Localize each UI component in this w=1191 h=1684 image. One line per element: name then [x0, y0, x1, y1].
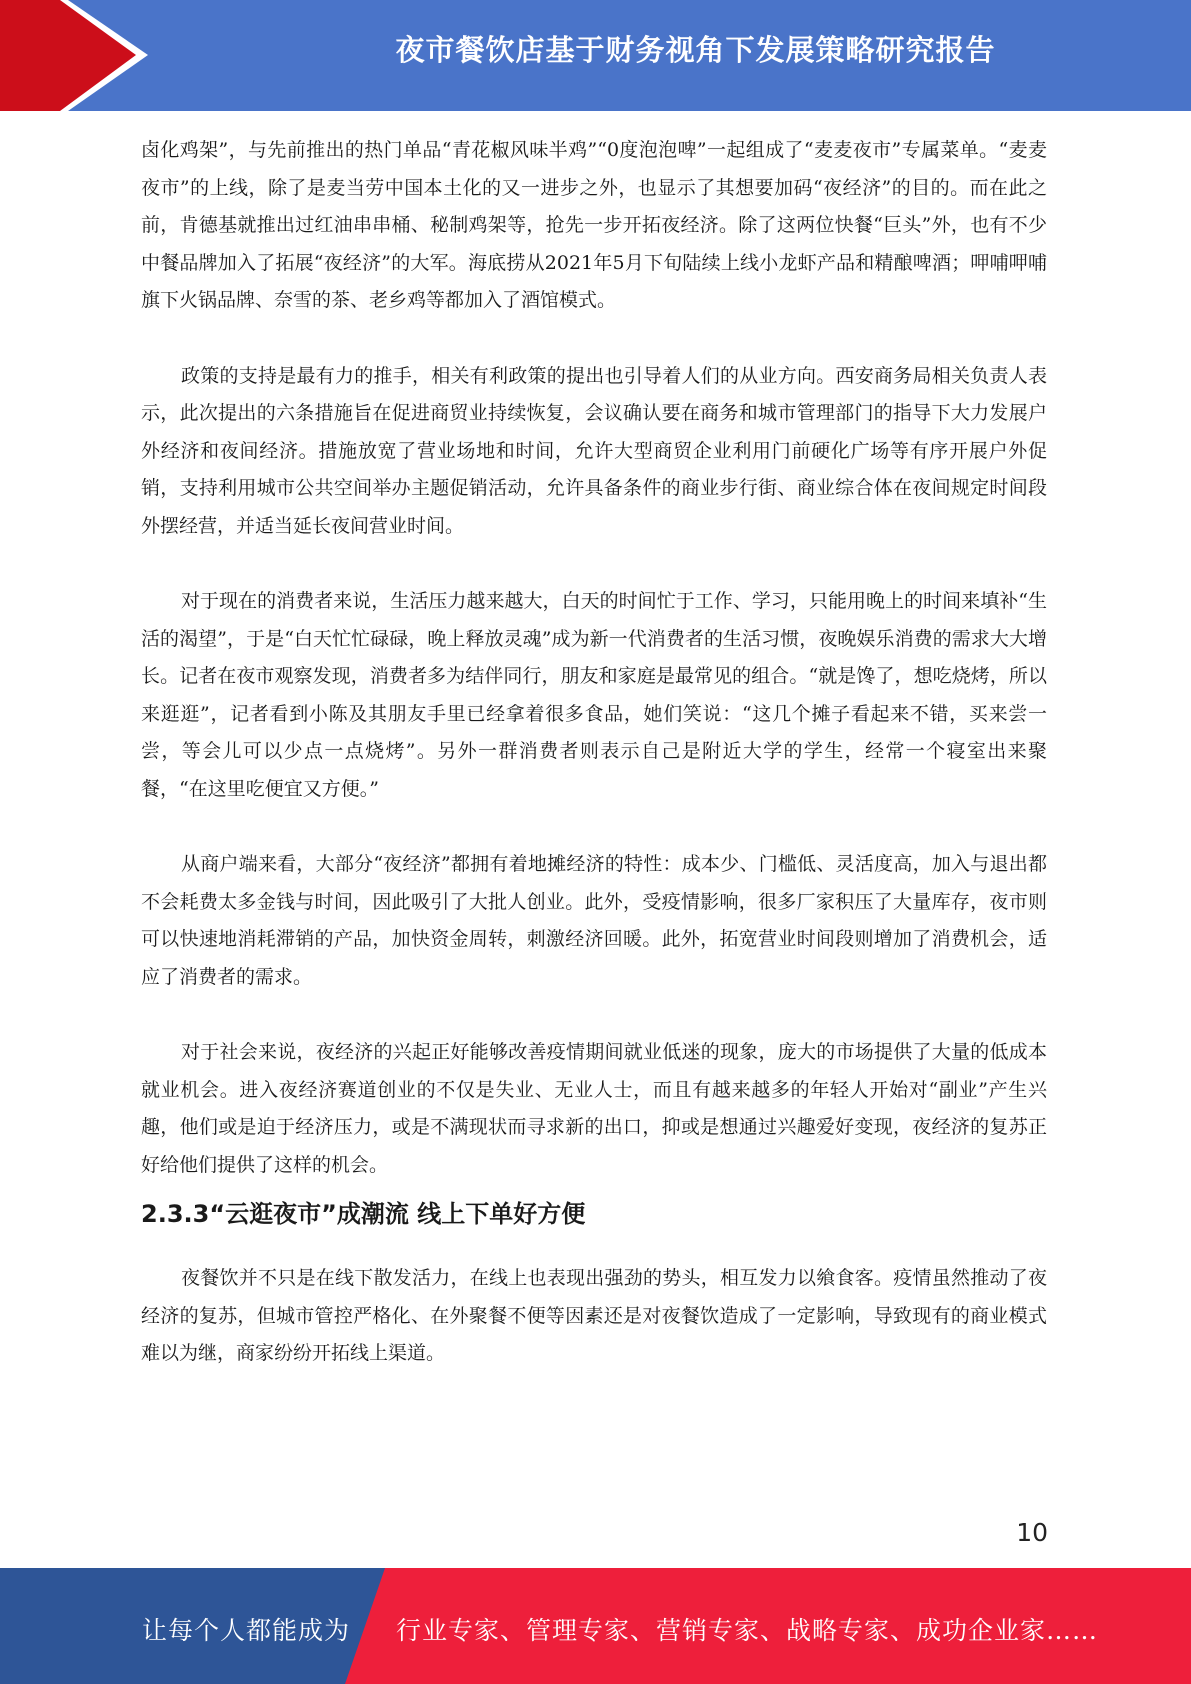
footer-slogan-left: 让每个人都能成为 [142, 1616, 351, 1645]
report-title: 夜市餐饮店基于财务视角下发展策略研究报告 [395, 33, 996, 67]
body-paragraph-1: 卤化鸡架”，与先前推出的热门单品“青花椒风味半鸡”“0度泡泡啤”一起组成了“麦麦夜市”专属菜单。“麦麦夜市”的上线，除了是麦当劳中国本土化的又一进步之外，也显示了其想要加码“夜经济”的目的。而在此之前，肯德基就推出过红油串串桶、秘制鸡架等，抢先一步开拓夜经济。除了这两位快餐“巨头”外，也有不少中餐品牌加入了拓展“夜经济”的大军。海底捞从2021年5月下旬陆续上线小龙虾产品和精酿啤酒；呷哺呷哺旗下火锅品牌、奈雪的茶、老乡鸡等都加入了酒馆模式。 [141, 139, 1047, 311]
page-number: 10 [1016, 1518, 1048, 1547]
document-body [141, 130, 1047, 1373]
body-paragraph-5: 对于社会来说，夜经济的兴起正好能够改善疫情期间就业低迷的现象，庞大的市场提供了大量的低成本就业机会。进入夜经济赛道创业的不仅是失业、无业人士，而且有越来越多的年轻人开始对“副业”产生兴趣，他们或是迫于经济压力，或是不满现状而寻求新的出口，抑或是想通过兴趣爱好变现，夜经济的复苏正好给他们提供了这样的机会。 [141, 1041, 1047, 1176]
page-footer-band [0, 1568, 1191, 1684]
body-paragraph-2: 政策的支持是最有力的推手，相关有利政策的提出也引导着人们的从业方向。西安商务局相关负责人表示，此次提出的六条措施旨在促进商贸业持续恢复，会议确认要在商务和城市管理部门的指导下大力发展户外经济和夜间经济。措施放宽了营业场地和时间，允许大型商贸企业利用门前硬化广场等有序开展户外促销，支持利用城市公共空间举办主题促销活动，允许具备条件的商业步行街、商业综合体在夜间规定时间段外摆经营，并适当延长夜间营业时间。 [141, 364, 1047, 537]
red-chevron-decoration [0, 0, 150, 111]
page-header-band [0, 0, 1191, 111]
body-paragraph-4: 从商户端来看，大部分“夜经济”都拥有着地摊经济的特性：成本少、门槛低、灵活度高，加入与退出都不会耗费太多金钱与时间，因此吸引了大批人创业。此外，受疫情影响，很多厂家积压了大量库存，夜市则可以快速地消耗滞销的产品，加快资金周转，刺激经济回暖。此外，拓宽营业时间段则增加了消费机会，适应了消费者的需求。 [141, 853, 1047, 988]
footer-slogan-right: 行业专家、管理专家、营销专家、战略专家、成功企业家…… [396, 1616, 1099, 1645]
section-heading-2-3-3: 2.3.3“云逛夜市”成潮流 线上下单好方便 [141, 1200, 586, 1228]
body-paragraph-3: 对于现在的消费者来说，生活压力越来越大，白天的时间忙于工作、学习，只能用晚上的时间来填补“生活的渴望”，于是“白天忙忙碌碌，晚上释放灵魂”成为新一代消费者的生活习惯，夜晚娱乐消费的需求大大增长。记者在夜市观察发现，消费者多为结伴同行，朋友和家庭是最常见的组合。“就是馋了，想吃烧烤，所以来逛逛”，记者看到小陈及其朋友手里已经拿着很多食品，她们笑说：“这几个摊子看起来不错，买来尝一尝，等会儿可以少点一点烧烤”。另外一群消费者则表示自己是附近大学的学生，经常一个寝室出来聚餐，“在这里吃便宜又方便。” [141, 590, 1047, 800]
section-paragraph: 夜餐饮并不只是在线下散发活力，在线上也表现出强劲的势头，相互发力以飨食客。疫情虽然推动了夜经济的复苏，但城市管控严格化、在外聚餐不便等因素还是对夜餐饮造成了一定影响，导致现有的商业模式难以为继，商家纷纷开拓线上渠道。 [141, 1267, 1047, 1364]
